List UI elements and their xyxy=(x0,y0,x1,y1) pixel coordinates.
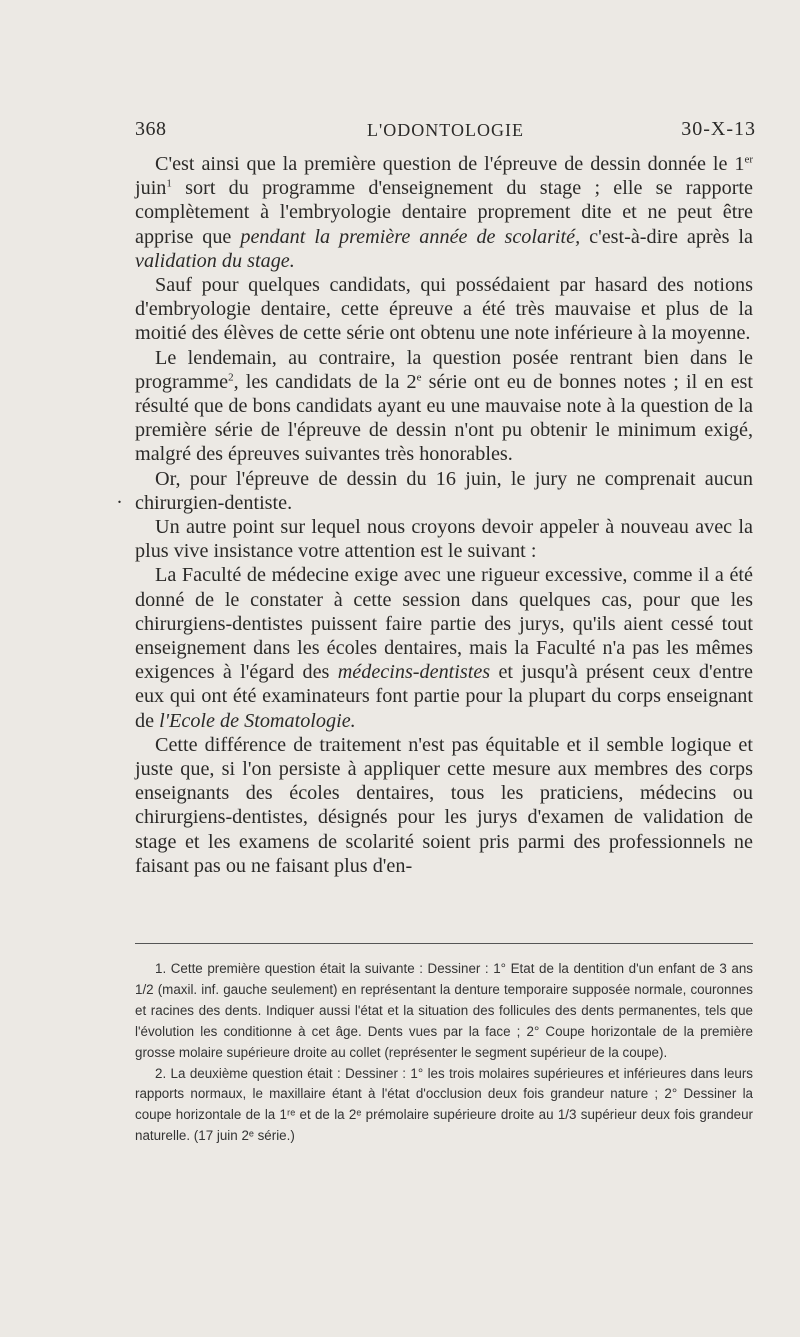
footnote-ref-1: 1 xyxy=(166,177,172,190)
paragraph-4: Or, pour l'épreuve de dessin du 16 juin, le jury ne comprenait aucun chirurgien-dentiste. xyxy=(135,467,753,514)
p3-text-a: Le lendemain, au contraire, la question posée rentrant bien dans le programme xyxy=(135,346,753,393)
p3-text-c: série ont eu de bonnes notes ; il en est résulté que de bons candidats ayant eu une mauvaise note à la question de la première série de l'épreuve de dessin n'ont pu obtenir le minimum exigé, malgré des épreuves suivantes très honorables. xyxy=(135,370,753,466)
p6-italic-a: médecins-dentistes xyxy=(337,661,491,684)
footnote-1: 1. Cette première question était la suivante : Dessiner : 1° Etat de la dentition d'un enfant de 3 ans 1/2 (maxil. inf. gauche seulement) en représentant la denture temporaire supposée normale, couronnes et racines des dents. Indiquer aussi l'état et la situation des follicules des dents permanentes, tels que l'évolution les conditionne à cet âge. Dents vues par la face ; 2° Coupe horizontale de la première grosse molaire supérieure droite au collet (représenter le segment supérieur de la coupe). xyxy=(135,961,753,1060)
p1-sup-er: er xyxy=(744,153,753,166)
paragraph-5: Un autre point sur lequel nous croyons devoir appeler à nouveau avec la plus vive insistance votre attention est le suivant : xyxy=(135,516,753,563)
page-number: 368 xyxy=(135,118,167,140)
paragraph-6 xyxy=(135,563,753,732)
p1-text-a: C'est ainsi que la première question de l'épreuve de dessin donnée le 1 xyxy=(155,153,745,175)
footnote-rule xyxy=(135,943,753,944)
margin-mark: . xyxy=(117,486,122,508)
p6-italic-b: l'Ecole de Stomatologie. xyxy=(159,709,356,732)
running-header xyxy=(135,118,756,146)
body-text xyxy=(135,152,753,878)
p1-text-b: juin xyxy=(135,177,167,200)
p1-text-d: c'est-à-dire après la xyxy=(580,225,753,248)
p1-italic-a: pendant la première année de scolarité, xyxy=(240,225,581,248)
p1-italic-b: validation du stage. xyxy=(135,249,295,272)
paragraph-2: Sauf pour quelques candidats, qui possédaient par hasard des notions d'embryologie dentaire, cette épreuve a été très mauvaise et plus de la moitié des élèves de cette série ont obtenu une note inférieure à la moyenne. xyxy=(135,274,753,345)
footnote-ref-2: 2 xyxy=(228,371,234,384)
p3-text-b: , les candidats de la 2 xyxy=(233,370,417,393)
p6-text-b: et jusqu'à présent ceux d'entre eux qui ont été examinateurs font partie pour la plupart du corps enseignant de xyxy=(135,661,753,732)
p1-text-c: sort du programme d'enseignement du stage ; elle se rapporte complètement à l'embryologie dentaire proprement dite et ne peut être apprise que xyxy=(135,177,753,248)
p3-sup-e: e xyxy=(416,371,422,384)
paragraph-3 xyxy=(135,346,753,467)
p6-text-a: La Faculté de médecine exige avec une rigueur excessive, comme il a été donné de le constater à cette session dans quelques cas, pour que les chirurgiens-dentistes puissent faire partie des jurys, qu'ils aient cessé tout enseignement dans les écoles dentaires, mais la Faculté n'a pas les mêmes exigences à l'égard des xyxy=(135,564,753,684)
paragraph-7: Cette différence de traitement n'est pas équitable et il semble logique et juste que, si l'on persiste à appliquer cette mesure aux membres des corps enseignants des écoles dentaires, tous les praticiens, médecins ou chirurgiens-dentistes, désignés pour les jurys d'examen de validation de stage et les examens de scolarité soient pris parmi des professionnels ne faisant pas ou ne faisant plus d'en- xyxy=(135,733,753,877)
footnote-2: 2. La deuxième question était : Dessiner : 1° les trois molaires supérieures et inférieures dans leurs rapports normaux, le maxillaire étant à l'état d'occlusion deux fois grandeur nature ; 2° Dessiner la coupe horizontale de la 1ʳᵉ et de la 2ᵉ prémolaire supérieure droite au 1/3 supérieur deux fois grandeur naturelle. (17 juin 2ᵉ série.) xyxy=(135,1065,753,1144)
issue-date: 30-X-13 xyxy=(681,118,756,140)
paragraph-1 xyxy=(135,152,753,273)
journal-title: L'ODONTOLOGIE xyxy=(367,120,524,140)
footnotes xyxy=(135,959,753,1147)
